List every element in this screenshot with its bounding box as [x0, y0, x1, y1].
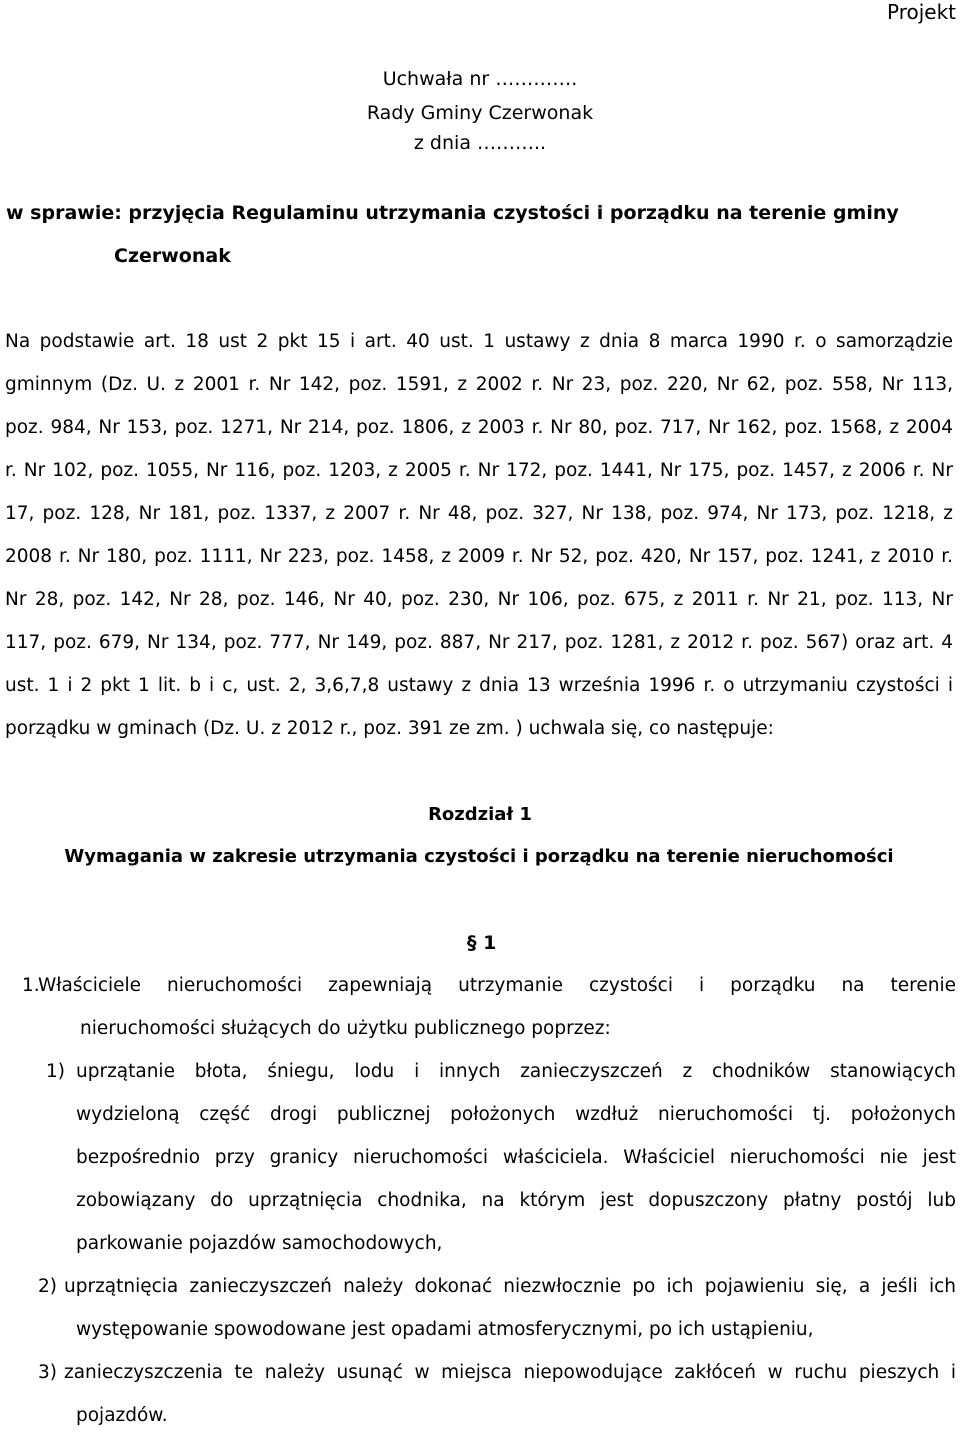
legal-basis-line: poz. 984, Nr 153, poz. 1271, Nr 214, poz. 1806, z 2003 r. Nr 80, poz. 717, Nr 162, poz. 1568, z 2004 [5, 417, 953, 438]
list-item-line: uprzątanie błota, śniegu, lodu i innych zanieczyszczeń z chodników stanowiących [76, 1061, 956, 1082]
list-item-line: zobowiązany do uprzątnięcia chodnika, na którym jest dopuszczony płatny postój lub [76, 1190, 956, 1211]
subject-line-1: w sprawie: przyjęcia Regulaminu utrzymania czystości i porządku na terenie gminy [6, 202, 899, 224]
section-mark: § 1 [467, 932, 497, 954]
resolution-number: Uchwała nr …………. [382, 68, 578, 90]
resolution-date: z dnia ……….. [413, 132, 547, 154]
list-item-line: zanieczyszczenia te należy usunąć w miejsca niepowodujące zakłóceń w ruchu pieszych i [64, 1362, 956, 1383]
legal-basis-line: Na podstawie art. 18 ust 2 pkt 15 i art. 40 ust. 1 ustawy z dnia 8 marca 1990 r. o samorządzie [5, 331, 953, 352]
paragraph-number: 1. [22, 975, 40, 996]
legal-basis-line: 17, poz. 128, Nr 181, poz. 1337, z 2007 r. Nr 48, poz. 327, Nr 138, poz. 974, Nr 173, poz. 1218, z [5, 503, 953, 524]
list-item-number: 1) [46, 1061, 65, 1082]
legal-basis-line: Nr 28, poz. 142, Nr 28, poz. 146, Nr 40, poz. 230, Nr 106, poz. 675, z 2011 r. Nr 21, poz. 113, Nr [5, 589, 953, 610]
draft-label: Projekt [886, 0, 956, 24]
subject-line-2: Czerwonak [114, 245, 231, 267]
paragraph-line: Właściciele nieruchomości zapewniają utrzymanie czystości i porządku na terenie [38, 975, 956, 996]
list-item-number: 3) [38, 1362, 57, 1383]
list-item-line: pojazdów. [76, 1405, 168, 1426]
list-item-line: parkowanie pojazdów samochodowych, [76, 1233, 443, 1254]
list-item-line: bezpośrednio przy granicy nieruchomości właściciela. Właściciel nieruchomości nie jest [76, 1147, 956, 1168]
legal-basis-line: porządku w gminach (Dz. U. z 2012 r., poz. 391 ze zm. ) uchwala się, co następuje: [5, 718, 774, 739]
list-item-line: uprzątnięcia zanieczyszczeń należy dokonać niezwłocznie po ich pojawieniu się, a jeśli ich [64, 1276, 956, 1297]
list-item-line: występowanie spowodowane jest opadami atmosferycznymi, po ich ustąpieniu, [76, 1319, 814, 1340]
legal-basis-line: ust. 1 i 2 pkt 1 lit. b i c, ust. 2, 3,6,7,8 ustawy z dnia 13 września 1996 r. o utrzymaniu czystości i [5, 675, 953, 696]
council-name: Rady Gminy Czerwonak [366, 102, 594, 124]
legal-basis-line: gminnym (Dz. U. z 2001 r. Nr 142, poz. 1591, z 2002 r. Nr 23, poz. 220, Nr 62, poz. 558, Nr 113, [5, 374, 953, 395]
paragraph-line: nieruchomości służących do użytku publicznego poprzez: [80, 1018, 611, 1039]
legal-basis-line: r. Nr 102, poz. 1055, Nr 116, poz. 1203, z 2005 r. Nr 172, poz. 1441, Nr 175, poz. 1457, z 2006 r. Nr [5, 460, 953, 481]
legal-basis-line: 2008 r. Nr 180, poz. 1111, Nr 223, poz. 1458, z 2009 r. Nr 52, poz. 420, Nr 157, poz. 1241, z 2010 r. [5, 546, 953, 567]
chapter-number: Rozdział 1 [428, 804, 532, 825]
legal-basis-line: 117, poz. 679, Nr 134, poz. 777, Nr 149, poz. 887, Nr 217, poz. 1281, z 2012 r. poz. 567) oraz art. 4 [5, 632, 953, 653]
chapter-title: Wymagania w zakresie utrzymania czystości i porządku na terenie nieruchomości [64, 846, 894, 867]
list-item-number: 2) [38, 1276, 57, 1297]
list-item-line: wydzieloną część drogi publicznej położonych wzdłuż nieruchomości tj. położonych [76, 1104, 956, 1125]
